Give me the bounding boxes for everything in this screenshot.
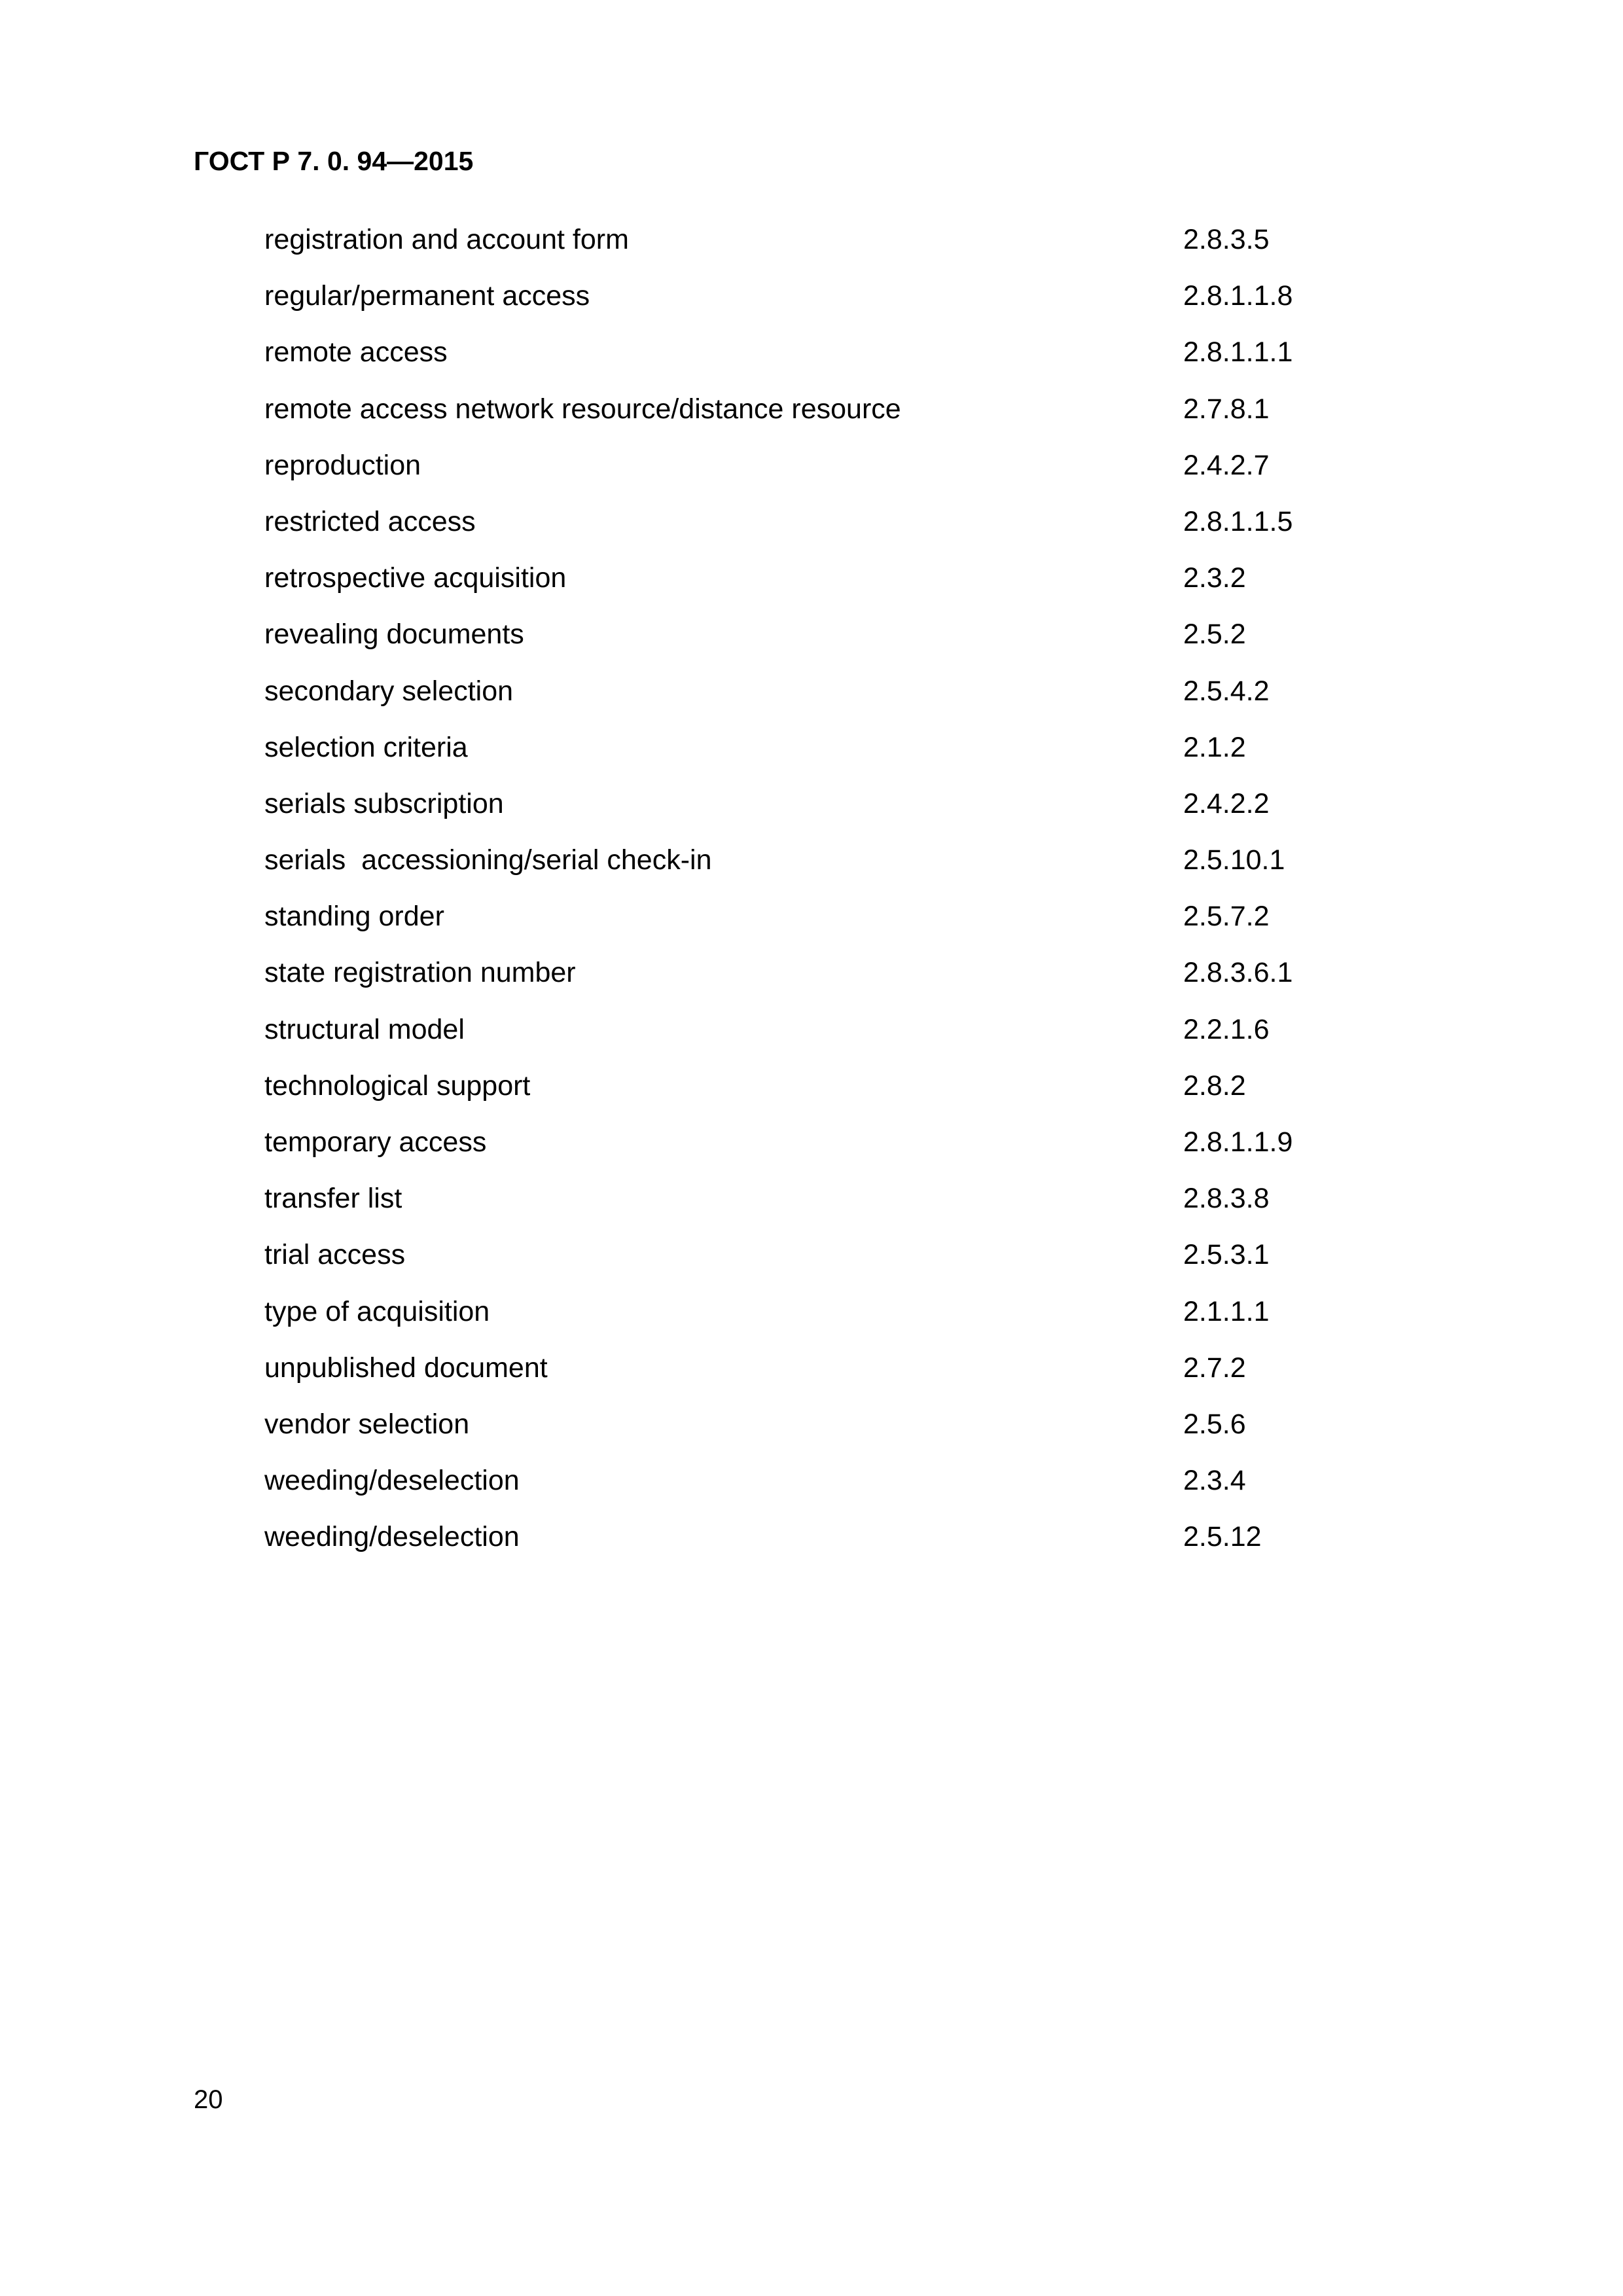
- list-item: [264, 338, 1377, 395]
- index-term: weeding/deselection: [264, 1465, 520, 1497]
- page-number: 20: [194, 2085, 223, 2114]
- index-term: restricted access: [264, 505, 476, 537]
- list-item: [264, 1241, 1377, 1297]
- index-ref: 2.8.3.8: [1183, 1183, 1270, 1215]
- index-ref: 2.1.1.1: [1183, 1295, 1270, 1327]
- index-ref: 2.8.1.1.5: [1183, 505, 1293, 537]
- list-item: [264, 846, 1377, 903]
- list-item: [264, 677, 1377, 734]
- index-term: regular/permanent access: [264, 280, 590, 312]
- index-ref: 2.5.6: [1183, 1408, 1246, 1440]
- index-ref: 2.4.2.7: [1183, 449, 1270, 481]
- index-term: selection criteria: [264, 731, 468, 763]
- index-term: retrospective acquisition: [264, 562, 567, 594]
- list-item: [264, 1467, 1377, 1523]
- list-item: [264, 1410, 1377, 1467]
- list-item: [264, 449, 1377, 508]
- index-term: weeding/deselection: [264, 1521, 520, 1553]
- index-ref: 2.5.3.1: [1183, 1239, 1270, 1271]
- list-item: [264, 959, 1377, 1015]
- list-item: [264, 226, 1377, 282]
- list-item: [264, 282, 1377, 338]
- index-term: remote access: [264, 336, 448, 368]
- list-item: [264, 903, 1377, 959]
- list-item: [264, 787, 1377, 846]
- index-term: unpublished document: [264, 1352, 548, 1384]
- index-ref: 2.7.8.1: [1183, 393, 1270, 425]
- index-ref: 2.7.2: [1183, 1352, 1246, 1384]
- list-item: [264, 731, 1377, 790]
- list-item: [264, 505, 1377, 564]
- index-ref: 2.8.1.1.9: [1183, 1126, 1293, 1158]
- index-term: reproduction: [264, 449, 421, 481]
- index-ref: 2.4.2.2: [1183, 787, 1270, 819]
- list-item: [264, 1523, 1377, 1579]
- index-ref: 2.5.2: [1183, 619, 1246, 651]
- index-ref: 2.8.3.5: [1183, 224, 1270, 255]
- index-term: temporary access: [264, 1126, 487, 1158]
- index-term: trial access: [264, 1239, 406, 1271]
- index-ref: 2.5.10.1: [1183, 844, 1285, 876]
- index-ref: 2.5.12: [1183, 1521, 1262, 1553]
- index-term: state registration number: [264, 957, 576, 989]
- list-item: [264, 395, 1377, 452]
- index-ref: 2.3.2: [1183, 562, 1246, 594]
- index-term: secondary selection: [264, 675, 514, 707]
- list-item: [264, 620, 1377, 677]
- list-item: [264, 1295, 1377, 1354]
- index-ref: 2.8.1.1.8: [1183, 280, 1293, 312]
- index-ref: 2.3.4: [1183, 1465, 1246, 1497]
- list-item: [264, 1128, 1377, 1185]
- index-ref: 2.2.1.6: [1183, 1013, 1270, 1045]
- index-term: serials accessioning/serial check-in: [264, 844, 712, 876]
- index-term: technological support: [264, 1069, 531, 1102]
- index-term: transfer list: [264, 1183, 402, 1215]
- index-term: registration and account form: [264, 224, 629, 255]
- index-ref: 2.8.1.1.1: [1183, 336, 1293, 368]
- index-term: type of acquisition: [264, 1295, 490, 1327]
- term-index-list: [264, 226, 1377, 1580]
- index-term: revealing documents: [264, 619, 524, 651]
- index-ref: 2.5.4.2: [1183, 675, 1270, 707]
- index-ref: 2.8.3.6.1: [1183, 957, 1293, 989]
- list-item: [264, 1013, 1377, 1072]
- list-item: [264, 1069, 1377, 1128]
- list-item: [264, 1354, 1377, 1410]
- list-item: [264, 564, 1377, 620]
- index-ref: 2.8.2: [1183, 1069, 1246, 1102]
- index-term: standing order: [264, 901, 444, 933]
- index-term: remote access network resource/distance resource: [264, 393, 901, 425]
- index-term: vendor selection: [264, 1408, 470, 1440]
- page-header-standard-code: ГОСТ Р 7. 0. 94—2015: [194, 146, 474, 176]
- index-ref: 2.1.2: [1183, 731, 1246, 763]
- list-item: [264, 1185, 1377, 1241]
- index-term: structural model: [264, 1013, 465, 1045]
- index-term: serials subscription: [264, 787, 504, 819]
- index-ref: 2.5.7.2: [1183, 901, 1270, 933]
